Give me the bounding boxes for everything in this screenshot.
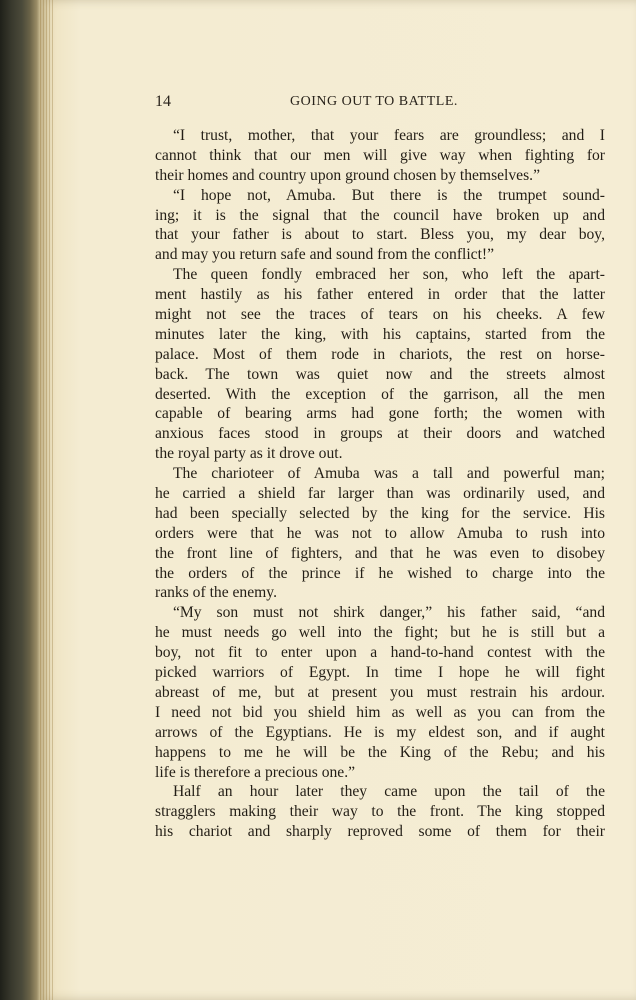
text-line: orders were that he was not to allow Amuba to rush into [155, 524, 605, 542]
page-header [155, 93, 605, 115]
text-line: back. The town was quiet now and the streets almost [155, 365, 605, 383]
text-line: arrows of the Egyptians. He is my eldest son, and if aught [155, 723, 605, 741]
text-line: capable of bearing arms had gone forth; the women with [155, 405, 605, 423]
text-line: happens to me he will be the King of the Rebu; and his [155, 743, 605, 761]
text-line: he must needs go well into the fight; but he is still but a [155, 624, 605, 642]
text-line: The queen fondly embraced her son, who left the apart- [173, 266, 605, 284]
text-line: deserted. With the exception of the garrison, all the men [155, 385, 605, 403]
text-line: I need not bid you shield him as well as you can from the [155, 703, 605, 721]
text-line: the royal party as it drove out. [155, 445, 343, 463]
page-number: 14 [155, 93, 171, 110]
text-line: minutes later the king, with his captains, started from the [155, 325, 605, 343]
text-line: the orders of the prince if he wished to charge into the [155, 564, 605, 582]
text-line: Half an hour later they came upon the tail of the [173, 783, 605, 801]
text-line: abreast of me, but at present you must restrain his ardour. [155, 683, 605, 701]
text-line: The charioteer of Amuba was a tall and powerful man; [173, 465, 605, 483]
text-line: “I trust, mother, that your fears are groundless; and I [173, 127, 605, 144]
text-line: palace. Most of them rode in chariots, the rest on horse- [155, 345, 605, 363]
text-line: might not see the traces of tears on his cheeks. A few [155, 306, 605, 324]
text-line: their homes and country upon ground chosen by themselves.” [155, 166, 540, 184]
text-line: that your father is about to start. Bless you, my dear boy, [155, 226, 605, 244]
text-line: ing; it is the signal that the council have broken up and [155, 206, 605, 224]
text-line: boy, not fit to enter upon a hand-to-hand contest with the [155, 644, 605, 662]
book-spine [0, 0, 40, 1000]
text-line: cannot think that our men will give way when fighting for [155, 146, 605, 164]
text-line: anxious faces stood in groups at their doors and watched [155, 425, 605, 443]
running-title: GOING OUT TO BATTLE. [290, 94, 458, 109]
text-line: had been specially selected by the king for the service. His [155, 504, 605, 522]
page-gutter-edge [40, 0, 54, 1000]
body-text [155, 126, 605, 842]
text-line: life is therefore a precious one.” [155, 763, 356, 781]
text-line: his chariot and sharply reproved some of them for their [155, 823, 605, 841]
text-line: ment hastily as his father entered in order that the latter [155, 286, 605, 304]
text-line: ranks of the enemy. [155, 584, 277, 602]
text-line: picked warriors of Egypt. In time I hope he will fight [155, 664, 605, 682]
text-line: “My son must not shirk danger,” his father said, “and [173, 604, 605, 622]
text-line: the front line of fighters, and that he was even to disobey [155, 544, 605, 562]
text-line: “I hope not, Amuba. But there is the trumpet sound- [173, 186, 605, 204]
text-line: stragglers making their way to the front. The king stopped [155, 803, 605, 821]
text-line: and may you return safe and sound from the conflict!” [155, 246, 495, 264]
text-line: he carried a shield far larger than was ordinarily used, and [155, 485, 605, 503]
